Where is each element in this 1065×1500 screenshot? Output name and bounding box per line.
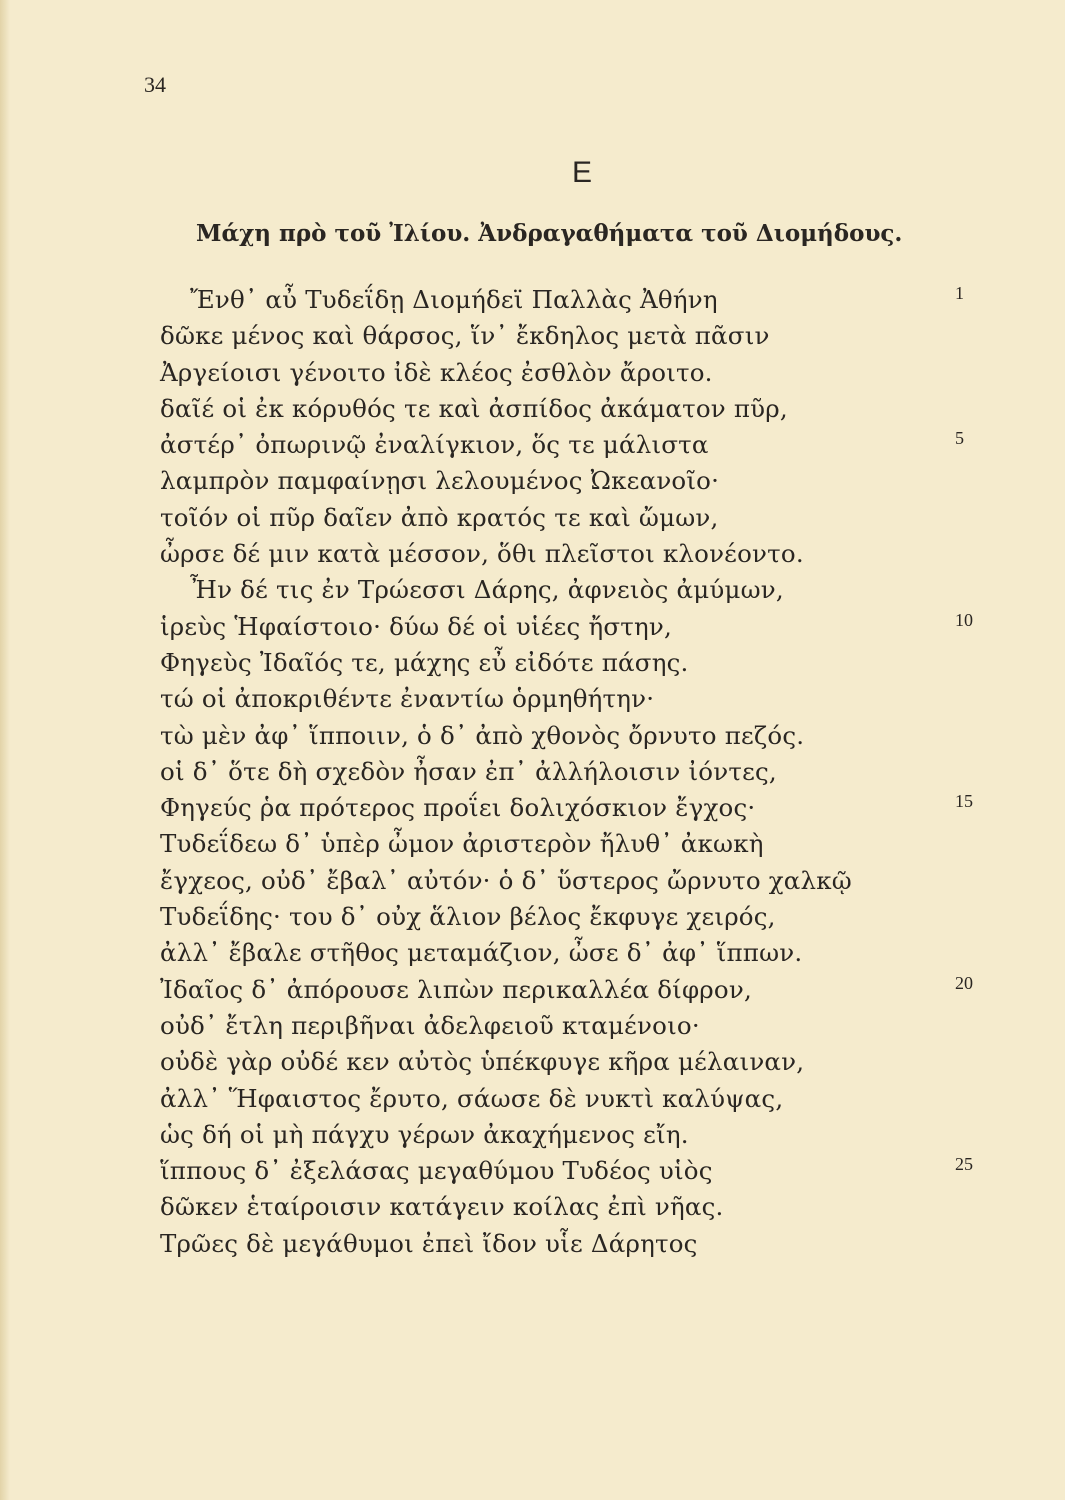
verse-line xyxy=(0,1156,1065,1192)
verse-line xyxy=(0,394,1065,430)
verse-text: δῶκεν ἑταίροισιν κατάγειν κοίλας ἐπὶ νῆας. xyxy=(160,1192,724,1222)
line-number: 1 xyxy=(955,283,964,303)
verse-text: δῶκε μένος καὶ θάρσος, ἵν᾽ ἔκδηλος μετὰ πᾶσιν xyxy=(160,321,770,351)
line-number: 10 xyxy=(955,609,973,630)
verse-text: οὐδ᾽ ἔτλη περιβῆναι ἀδελφειοῦ κταμένοιο· xyxy=(160,1010,700,1040)
verse-text: οὐδὲ γὰρ οὐδέ κεν αὐτὸς ὑπέκφυγε κῆρα μέλαιναν, xyxy=(160,1047,805,1077)
verse-text: Τυδεΐδεω δ᾽ ὑπὲρ ὦμον ἀριστερὸν ἤλυθ᾽ ἀκωκὴ xyxy=(160,829,764,859)
book-letter: E xyxy=(572,156,593,189)
verse-text: τὼ μὲν ἀφ᾽ ἵπποιιν, ὁ δ᾽ ἀπὸ χθονὸς ὄρνυτο πεζός. xyxy=(160,720,805,750)
verse-text: Ἦν δέ τις ἐν Τρώεσσι Δάρης, ἀφνειὸς ἀμύμων, xyxy=(190,575,784,605)
verse-text: ἀλλ᾽ ἔβαλε στῆθος μεταμάζιον, ὦσε δ᾽ ἀφ᾽ ἵππων. xyxy=(160,938,803,968)
verse-text: ἱρεὺς Ἡφαίστοιο· δύω δέ οἱ υἱέες ἤστην, xyxy=(160,611,672,641)
verse-line xyxy=(0,902,1065,938)
verse-text: τώ οἱ ἀποκριθέντε ἐναντίω ὁρμηθήτην· xyxy=(160,684,655,714)
chapter-heading: Μάχη πρὸ τοῦ Ἰλίου. Ἀνδραγαθήματα τοῦ Διομήδους. xyxy=(196,220,903,247)
verse-line xyxy=(0,866,1065,902)
verse-text: ἀστέρ᾽ ὀπωρινῷ ἐναλίγκιον, ὅς τε μάλιστα xyxy=(160,430,709,460)
verse-text: Ἀργείοισι γένοιτο ἰδὲ κλέος ἐσθλὸν ἄροιτο. xyxy=(160,357,713,387)
verse-line xyxy=(0,1229,1065,1265)
verse-text: δαῖέ οἱ ἐκ κόρυθός τε καὶ ἀσπίδος ἀκάματον πῦρ, xyxy=(160,393,788,423)
verse-line xyxy=(0,358,1065,394)
verse-line xyxy=(0,684,1065,720)
line-number: 15 xyxy=(955,791,973,812)
verse-text: τοῖόν οἱ πῦρ δαῖεν ἀπὸ κρατός τε καὶ ὤμων, xyxy=(160,502,719,532)
verse-line xyxy=(0,1011,1065,1047)
verse-text: οἱ δ᾽ ὅτε δὴ σχεδὸν ἦσαν ἐπ᾽ ἀλλήλοισιν ἰόντες, xyxy=(160,756,777,786)
verse-line xyxy=(0,757,1065,793)
verse-line xyxy=(0,721,1065,757)
verse-line xyxy=(0,539,1065,575)
verse-line xyxy=(0,1084,1065,1120)
verse-line xyxy=(0,609,1065,648)
verse-text: Ἔνθ᾽ αὖ Τυδεΐδῃ Διομήδεϊ Παλλὰς Ἀθήνη xyxy=(190,285,718,314)
verse-line xyxy=(0,648,1065,684)
verse-line xyxy=(0,430,1065,466)
line-number: 25 xyxy=(955,1154,973,1175)
verse-line xyxy=(0,1047,1065,1083)
verse-text: ὦρσε δέ μιν κατὰ μέσσον, ὅθι πλεῖστοι κλονέοντο. xyxy=(160,539,804,569)
verse-text: ἔγχεος, οὐδ᾽ ἔβαλ᾽ αὐτόν· ὁ δ᾽ ὕστερος ὤρνυτο χαλκῷ xyxy=(160,865,852,895)
verse-line xyxy=(0,285,1065,321)
verse-text: Φηγεύς ῥα πρότερος προΐει δολιχόσκιον ἔγχος· xyxy=(160,793,756,823)
verse-block xyxy=(0,285,1065,1265)
page-number: 34 xyxy=(144,72,166,97)
line-number: 5 xyxy=(955,428,964,449)
verse-line xyxy=(0,793,1065,829)
verse-line xyxy=(0,1120,1065,1156)
verse-line xyxy=(0,575,1065,611)
verse-text: ὡς δή οἱ μὴ πάγχυ γέρων ἀκαχήμενος εἴη. xyxy=(160,1119,689,1149)
verse-line xyxy=(0,972,1065,1011)
verse-text: Ἰδαῖος δ᾽ ἀπόρουσε λιπὼν περικαλλέα δίφρον, xyxy=(160,974,752,1004)
line-number: 20 xyxy=(955,972,973,993)
verse-text: Φηγεὺς Ἰδαῖός τε, μάχης εὖ εἰδότε πάσης. xyxy=(160,647,689,677)
verse-text: λαμπρὸν παμφαίνῃσι λελουμένος Ὠκεανοῖο· xyxy=(160,466,720,496)
verse-line xyxy=(0,938,1065,974)
verse-text: ἀλλ᾽ Ἥφαιστος ἔρυτο, σάωσε δὲ νυκτὶ καλύψας, xyxy=(160,1083,784,1113)
verse-line xyxy=(0,1192,1065,1228)
verse-line xyxy=(0,829,1065,865)
verse-text: ἵππους δ᾽ ἐξελάσας μεγαθύμου Τυδέος υἱὸς xyxy=(160,1156,713,1186)
verse-line xyxy=(0,466,1065,502)
verse-text: Τυδεΐδης· του δ᾽ οὐχ ἅλιον βέλος ἔκφυγε χειρός, xyxy=(160,902,776,932)
verse-line xyxy=(0,503,1065,539)
verse-line xyxy=(0,321,1065,357)
verse-text: Τρῶες δὲ μεγάθυμοι ἐπεὶ ἴδον υἷε Δάρητος xyxy=(160,1228,698,1258)
